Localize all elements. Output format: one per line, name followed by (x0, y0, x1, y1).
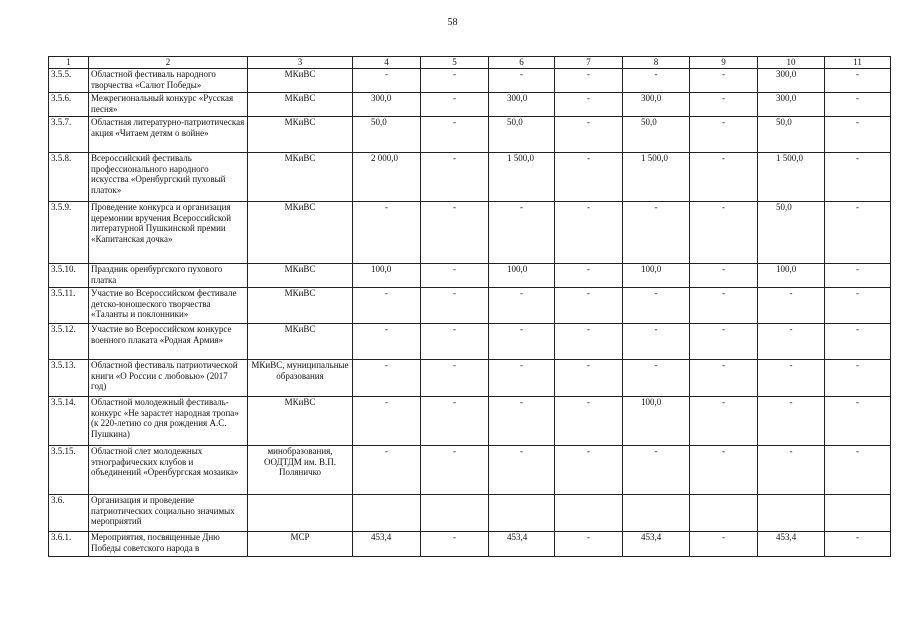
column-header-11: 11 (825, 57, 891, 69)
value-cell-col-11: - (825, 324, 891, 360)
value-cell-col-8: 100,0 (623, 397, 690, 446)
value-cell-col-11 (825, 495, 891, 532)
value-cell-col-5: - (421, 93, 489, 117)
value-cell-col-6: - (489, 397, 555, 446)
executor: МКиВС (248, 202, 353, 264)
value-cell-col-4: - (353, 69, 421, 93)
value-cell-col-10: 50,0 (758, 117, 825, 153)
value-cell-col-6: 50,0 (489, 117, 555, 153)
executor: МКиВС (248, 288, 353, 324)
table-row (49, 288, 891, 324)
value-cell-col-4: 453,4 (353, 532, 421, 557)
value-cell-col-8: - (623, 446, 690, 495)
value-cell-col-7: - (555, 360, 623, 397)
page-number: 58 (447, 17, 458, 28)
value-cell-col-9 (690, 495, 758, 532)
executor: МКиВС, муниципальные образования (248, 360, 353, 397)
value-cell-col-8: - (623, 69, 690, 93)
value-cell-col-7: - (555, 288, 623, 324)
value-cell-col-6: - (489, 360, 555, 397)
value-cell-col-11: - (825, 532, 891, 557)
executor: МКиВС (248, 153, 353, 202)
value-cell-col-7: - (555, 264, 623, 288)
item-number: 3.6.1. (49, 532, 89, 557)
value-cell-col-4: - (353, 397, 421, 446)
value-cell-col-8: 453,4 (623, 532, 690, 557)
event-name: Праздник оренбургского пухового платка (89, 264, 248, 288)
event-name: Областной фестиваль народного творчества «Салют Победы» (89, 69, 248, 93)
column-header-3: 3 (248, 57, 353, 69)
value-cell-col-7: - (555, 532, 623, 557)
value-cell-col-4: - (353, 202, 421, 264)
value-cell-col-9: - (690, 202, 758, 264)
item-number: 3.6. (49, 495, 89, 532)
value-cell-col-11: - (825, 93, 891, 117)
value-cell-col-5: - (421, 117, 489, 153)
event-name: Организация и проведение патриотических социально значимых мероприятий (89, 495, 248, 532)
executor: МКиВС (248, 69, 353, 93)
table-row (49, 397, 891, 446)
event-name: Областной слет молодежных этнографических клубов и объединений «Оренбургская мозаика» (89, 446, 248, 495)
value-cell-col-5: - (421, 264, 489, 288)
event-name: Проведение конкурса и организация церемонии вручения Всероссийской литературной Пушкинской премии «Капитанская дочка» (89, 202, 248, 264)
value-cell-col-5: - (421, 360, 489, 397)
value-cell-col-11: - (825, 397, 891, 446)
item-number: 3.5.9. (49, 202, 89, 264)
value-cell-col-10: 453,4 (758, 532, 825, 557)
column-header-10: 10 (758, 57, 825, 69)
item-number: 3.5.13. (49, 360, 89, 397)
value-cell-col-6: - (489, 288, 555, 324)
value-cell-col-6: 300,0 (489, 93, 555, 117)
value-cell-col-11: - (825, 69, 891, 93)
value-cell-col-9: - (690, 69, 758, 93)
item-number: 3.5.11. (49, 288, 89, 324)
value-cell-col-10: - (758, 446, 825, 495)
table-row (49, 264, 891, 288)
value-cell-col-6: - (489, 324, 555, 360)
column-header-5: 5 (421, 57, 489, 69)
value-cell-col-9: - (690, 532, 758, 557)
value-cell-col-11: - (825, 288, 891, 324)
executor (248, 495, 353, 532)
value-cell-col-9: - (690, 117, 758, 153)
table-row (49, 446, 891, 495)
event-name: Участие во Всероссийском конкурсе военного плаката «Родная Армия» (89, 324, 248, 360)
value-cell-col-8: 100,0 (623, 264, 690, 288)
item-number: 3.5.10. (49, 264, 89, 288)
value-cell-col-11: - (825, 446, 891, 495)
item-number: 3.5.12. (49, 324, 89, 360)
program-table (48, 56, 891, 557)
value-cell-col-6: - (489, 202, 555, 264)
value-cell-col-11: - (825, 264, 891, 288)
column-header-2: 2 (89, 57, 248, 69)
executor: МКиВС (248, 117, 353, 153)
value-cell-col-7: - (555, 93, 623, 117)
executor: МСР (248, 532, 353, 557)
column-header-9: 9 (690, 57, 758, 69)
value-cell-col-4: - (353, 324, 421, 360)
value-cell-col-10: 300,0 (758, 93, 825, 117)
value-cell-col-10: 100,0 (758, 264, 825, 288)
value-cell-col-11: - (825, 117, 891, 153)
value-cell-col-11: - (825, 360, 891, 397)
value-cell-col-10: - (758, 360, 825, 397)
item-number: 3.5.5. (49, 69, 89, 93)
value-cell-col-7: - (555, 117, 623, 153)
value-cell-col-8 (623, 495, 690, 532)
value-cell-col-10: 300,0 (758, 69, 825, 93)
value-cell-col-4: 300,0 (353, 93, 421, 117)
value-cell-col-10: - (758, 324, 825, 360)
value-cell-col-10: 1 500,0 (758, 153, 825, 202)
value-cell-col-4 (353, 495, 421, 532)
table-row (49, 495, 891, 532)
value-cell-col-4: - (353, 288, 421, 324)
executor: МКиВС (248, 264, 353, 288)
value-cell-col-8: 50,0 (623, 117, 690, 153)
event-name: Областной фестиваль патриотической книги «О России с любовью» (2017 год) (89, 360, 248, 397)
item-number: 3.5.14. (49, 397, 89, 446)
value-cell-col-8: - (623, 202, 690, 264)
value-cell-col-6: 453,4 (489, 532, 555, 557)
event-name: Участие во Всероссийском фестивале детско-юношеского творчества «Таланты и поклонники» (89, 288, 248, 324)
column-header-1: 1 (49, 57, 89, 69)
event-name: Мероприятия, посвященные Дню Победы советского народа в (89, 532, 248, 557)
table-row (49, 324, 891, 360)
value-cell-col-8: - (623, 288, 690, 324)
value-cell-col-9: - (690, 93, 758, 117)
value-cell-col-5: - (421, 446, 489, 495)
item-number: 3.5.6. (49, 93, 89, 117)
value-cell-col-9: - (690, 153, 758, 202)
event-name: Областная литературно-патриотическая акция «Читаем детям о войне» (89, 117, 248, 153)
executor: МКиВС (248, 93, 353, 117)
value-cell-col-8: - (623, 324, 690, 360)
value-cell-col-5 (421, 495, 489, 532)
item-number: 3.5.15. (49, 446, 89, 495)
item-number: 3.5.8. (49, 153, 89, 202)
value-cell-col-7: - (555, 153, 623, 202)
value-cell-col-4: 50,0 (353, 117, 421, 153)
table-row (49, 93, 891, 117)
value-cell-col-10: - (758, 288, 825, 324)
value-cell-col-10: - (758, 397, 825, 446)
table-row (49, 117, 891, 153)
value-cell-col-11: - (825, 202, 891, 264)
value-cell-col-4: 100,0 (353, 264, 421, 288)
value-cell-col-7 (555, 495, 623, 532)
value-cell-col-7: - (555, 202, 623, 264)
value-cell-col-7: - (555, 446, 623, 495)
value-cell-col-6 (489, 495, 555, 532)
header-row (49, 57, 891, 69)
value-cell-col-9: - (690, 288, 758, 324)
value-cell-col-9: - (690, 360, 758, 397)
value-cell-col-5: - (421, 532, 489, 557)
executor: МКиВС (248, 324, 353, 360)
value-cell-col-8: 300,0 (623, 93, 690, 117)
value-cell-col-8: 1 500,0 (623, 153, 690, 202)
value-cell-col-5: - (421, 324, 489, 360)
value-cell-col-6: 100,0 (489, 264, 555, 288)
value-cell-col-7: - (555, 324, 623, 360)
value-cell-col-9: - (690, 264, 758, 288)
value-cell-col-9: - (690, 446, 758, 495)
table-row (49, 532, 891, 557)
event-name: Межрегиональный конкурс «Русская песня» (89, 93, 248, 117)
table-row (49, 69, 891, 93)
value-cell-col-5: - (421, 69, 489, 93)
value-cell-col-5: - (421, 288, 489, 324)
column-header-7: 7 (555, 57, 623, 69)
item-number: 3.5.7. (49, 117, 89, 153)
value-cell-col-10: 50,0 (758, 202, 825, 264)
value-cell-col-6: - (489, 446, 555, 495)
value-cell-col-8: - (623, 360, 690, 397)
value-cell-col-11: - (825, 153, 891, 202)
column-header-4: 4 (353, 57, 421, 69)
value-cell-col-5: - (421, 202, 489, 264)
table-row (49, 153, 891, 202)
value-cell-col-4: 2 000,0 (353, 153, 421, 202)
value-cell-col-6: 1 500,0 (489, 153, 555, 202)
value-cell-col-5: - (421, 397, 489, 446)
table-row (49, 360, 891, 397)
executor: МКиВС (248, 397, 353, 446)
event-name: Всероссийский фестиваль профессионального народного искусства «Оренбургский пуховый платок» (89, 153, 248, 202)
value-cell-col-7: - (555, 69, 623, 93)
table-row (49, 202, 891, 264)
value-cell-col-7: - (555, 397, 623, 446)
value-cell-col-4: - (353, 360, 421, 397)
executor: минобразования, ООДТДМ им. В.П. Поляничко (248, 446, 353, 495)
value-cell-col-9: - (690, 397, 758, 446)
value-cell-col-6: - (489, 69, 555, 93)
value-cell-col-5: - (421, 153, 489, 202)
value-cell-col-10 (758, 495, 825, 532)
value-cell-col-4: - (353, 446, 421, 495)
event-name: Областной молодежный фестиваль-конкурс «Не зарастет народная тропа» (к 220-летию со дня рождения А.С. Пушкина) (89, 397, 248, 446)
value-cell-col-9: - (690, 324, 758, 360)
column-header-6: 6 (489, 57, 555, 69)
column-header-8: 8 (623, 57, 690, 69)
